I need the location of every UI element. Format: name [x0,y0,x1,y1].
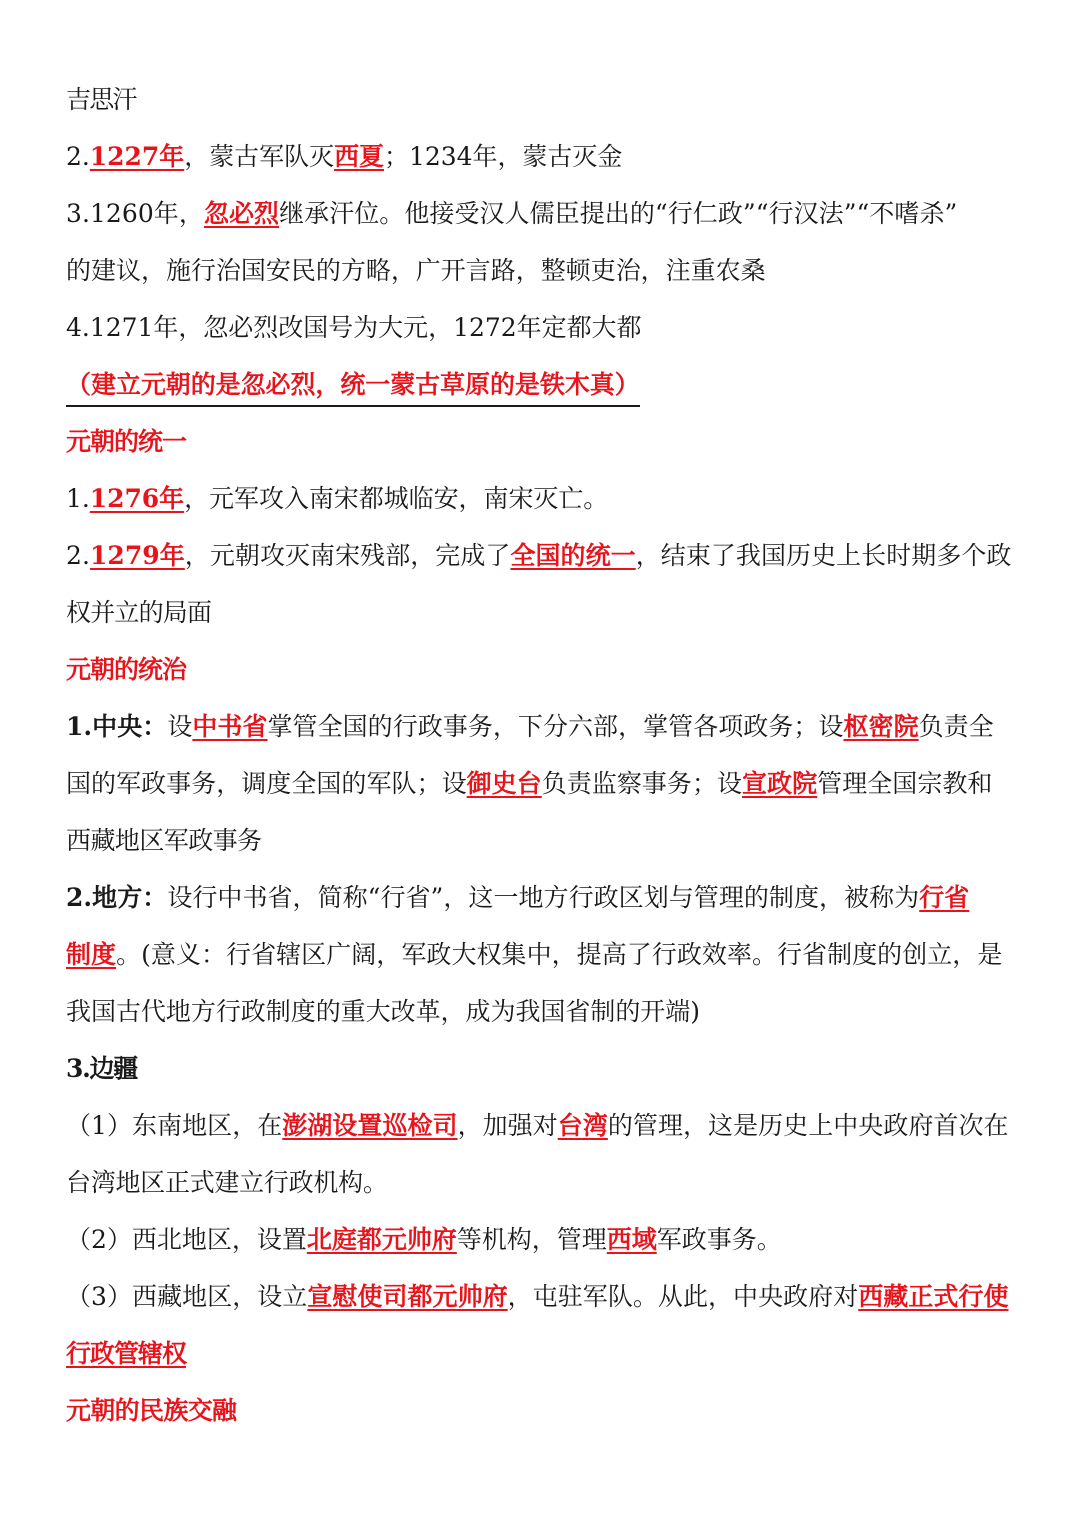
text-line [66,1211,1020,1268]
note-text: （建立元朝的是忽必烈，统一蒙古草原的是铁木真） [66,365,640,407]
subsection-label: 2.地方： [66,883,168,912]
highlighted-term: 御史台 [466,769,542,798]
text-line [66,299,1020,356]
body-text: ，元朝攻灭南宋残部，完成了 [184,541,511,570]
body-text: 台湾地区正式建立行政机构。 [66,1168,388,1197]
body-text: ；1234年，蒙古灭金 [384,142,623,171]
highlighted-term: 西夏 [334,142,385,171]
body-text: 西藏地区军政事务 [66,826,262,855]
text-line [66,1040,1020,1097]
body-text: 吉思汗 [66,85,136,114]
text-line [66,1325,1020,1382]
body-text: 4.1271年，忽必烈改国号为大元，1272年定都大都 [66,313,642,342]
text-line [66,641,1020,698]
subsection-label: 3.边疆 [66,1054,137,1083]
highlighted-term: 宣慰使司都元帅府 [307,1282,508,1311]
body-text: 2. [66,142,90,171]
section-heading: 元朝的统治 [66,655,187,684]
text-line [66,1097,1020,1154]
text-line [66,413,1020,470]
body-text: ，结束了我国历史上长时期多个政 [635,541,1012,570]
body-text: 等机构，管理 [456,1225,607,1254]
text-line [66,755,1020,812]
highlighted-term: 全国的统一 [510,541,636,570]
body-text: 国的军政事务，调度全国的军队；设 [66,769,467,798]
body-text: 。(意义：行省辖区广阔，军政大权集中，提高了行政效率。行省制度的创立，是 [116,940,1003,969]
body-text: 负责全 [918,712,994,741]
text-line [66,527,1020,584]
text-line [66,1268,1020,1325]
highlighted-term: 1227年 [89,142,185,171]
text-line [66,470,1020,527]
text-line [66,128,1020,185]
highlighted-term: 北庭都元帅府 [306,1225,457,1254]
text-line [66,812,1020,869]
highlighted-term: 台湾 [557,1111,608,1140]
body-text: （1）东南地区，在 [66,1111,283,1140]
highlighted-term: 宣政院 [742,769,818,798]
text-line [66,1154,1020,1211]
body-text: 我国古代地方行政制度的重大改革，成为我国省制的开端) [66,997,700,1026]
highlighted-term: 行省 [919,883,970,912]
text-line [66,356,1020,413]
text-line [66,185,1020,242]
body-text: 设行中书省，简称“行省”，这一地方行政区划与管理的制度，被称为 [167,883,920,912]
body-text: ，屯驻军队。从此，中央政府对 [507,1282,859,1311]
text-line [66,71,1020,128]
highlighted-term: 1276年 [89,484,185,513]
body-text: （2）西北地区，设置 [66,1225,307,1254]
body-text: 1. [66,484,90,513]
text-line [66,926,1020,983]
body-text: 权并立的局面 [66,598,212,627]
text-line [66,698,1020,755]
text-line [66,869,1020,926]
body-text: 3.1260年， [66,199,204,228]
highlighted-term: 澎湖设置巡检司 [282,1111,458,1140]
body-text: 管理全国宗教和 [817,769,993,798]
section-heading: 元朝的民族交融 [66,1396,237,1425]
highlighted-term: 中书省 [192,712,268,741]
text-line [66,242,1020,299]
body-text: （3）西藏地区，设立 [66,1282,308,1311]
body-text: 负责监察事务；设 [541,769,743,798]
highlighted-term: 制度 [66,940,117,969]
body-text: 军政事务。 [656,1225,782,1254]
body-text: 2. [66,541,90,570]
section-heading: 元朝的统一 [66,427,187,456]
body-text: 继承汗位。他接受汉人儒臣提出的“行仁政”“行汉法”“不嗜杀” [279,199,958,228]
highlighted-term: 1279年 [89,541,185,570]
highlighted-term: 行政管辖权 [66,1339,187,1368]
body-text: ，元军攻入南宋都城临安，南宋灭亡。 [184,484,609,513]
body-text: 的管理，这是历史上中央政府首次在 [607,1111,1009,1140]
highlighted-term: 西域 [606,1225,657,1254]
text-line [66,1382,1020,1439]
body-text: 掌管全国的行政事务，下分六部，掌管各项政务；设 [267,712,844,741]
highlighted-term: 忽必烈 [203,199,280,228]
subsection-label: 1.中央： [66,712,168,741]
body-text: ，蒙古军队灭 [184,142,335,171]
highlighted-term: 枢密院 [843,712,919,741]
body-text: 的建议，施行治国安民的方略，广开言路，整顿吏治，注重农桑 [66,256,766,285]
text-line [66,584,1020,641]
text-line [66,983,1020,1040]
highlighted-term: 西藏正式行使 [858,1282,1009,1311]
body-text: ，加强对 [457,1111,558,1140]
body-text: 设 [167,712,193,741]
